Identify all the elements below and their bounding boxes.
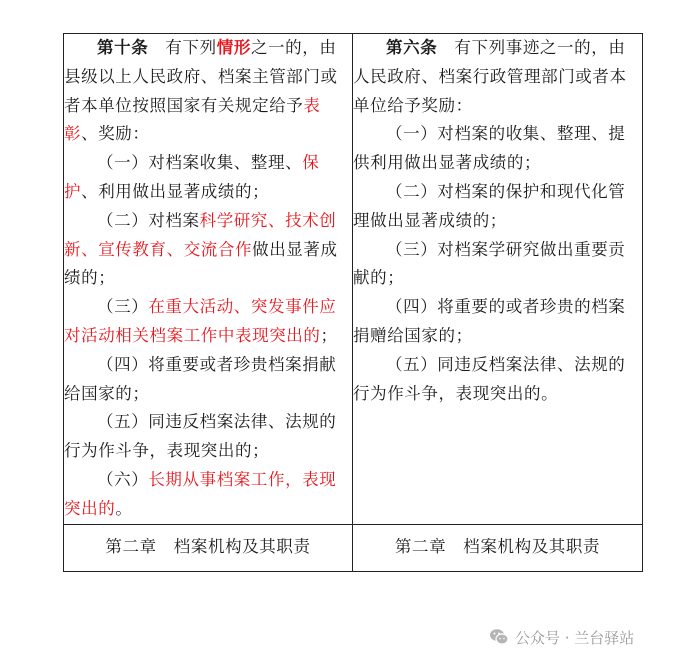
left-item-6 xyxy=(64,466,352,524)
right-item-2: （二）对档案的保护和现代化管理做出显著成绩的； xyxy=(353,181,626,230)
left-item-5: （五）同违反档案法律、法规的行为作斗争，表现突出的； xyxy=(64,412,337,461)
left-intro-text: 有下列 xyxy=(165,38,217,57)
left-item-6-highlight: 长期从事档案工作，表现突出的 xyxy=(64,469,337,518)
watermark-text: 公众号 · 兰台驿站 xyxy=(515,628,635,647)
watermark xyxy=(489,625,634,649)
left-item-6-text-2: 。 xyxy=(115,498,133,518)
right-item-1: （一）对档案的收集、整理、提供利用做出显著成绩的； xyxy=(353,124,626,173)
right-item-5: （五）同违反档案法律、法规的行为作斗争，表现突出的。 xyxy=(353,354,626,403)
left-item-4: （四）将重要或者珍贵档案捐献给国家的； xyxy=(64,354,337,403)
left-item-2-text: （二）对档案 xyxy=(97,210,200,230)
right-intro-text: 有下列事迹之一的，由人民政府、档案行政管理部门或者本单位给予奖励： xyxy=(353,38,627,115)
right-intro xyxy=(353,34,642,120)
left-item-1-highlight: 保护 xyxy=(64,153,320,201)
chapter-row xyxy=(64,524,643,571)
left-item-6-text: （六） xyxy=(97,469,149,489)
left-item-1 xyxy=(64,149,352,207)
left-intro-text-3: 、奖励： xyxy=(81,124,150,144)
left-chapter-heading: 第二章 档案机构及其职责 xyxy=(64,524,353,571)
right-article-head: 第六条 xyxy=(386,38,438,57)
article-row xyxy=(64,34,643,525)
left-intro-highlight: 情形 xyxy=(216,38,251,57)
right-chapter-heading: 第二章 档案机构及其职责 xyxy=(353,524,643,571)
left-item-3-highlight: 在重大活动、突发事件应对活动相关档案工作中表现突出的 xyxy=(64,297,337,345)
left-item-2-highlight: 科学研究、技术创新、宣传教育、交流合作 xyxy=(64,210,337,259)
left-item-3-text-2: ； xyxy=(320,325,338,345)
right-item-4: （四）将重要的或者珍贵的档案捐赠给国家的； xyxy=(353,297,626,345)
right-item-3: （三）对档案学研究做出重要贡献的； xyxy=(353,239,626,288)
left-item-2-text-2: 做出显著成绩的； xyxy=(64,239,338,288)
left-item-1-text-2: 、利用做出显著成绩的； xyxy=(81,181,270,201)
left-intro-text-2: 之一的，由县级以上人民政府、档案主管部门或者本单位按照国家有关规定给予 xyxy=(64,38,338,115)
left-article-head: 第十条 xyxy=(97,38,149,57)
new-law-cell xyxy=(64,34,353,525)
left-item-3 xyxy=(64,293,352,351)
comparison-table xyxy=(63,33,643,572)
old-law-cell xyxy=(353,34,643,525)
left-item-1-text: （一）对档案收集、整理、 xyxy=(97,153,303,173)
left-intro xyxy=(64,34,352,149)
left-item-2 xyxy=(64,207,352,293)
left-item-3-text: （三） xyxy=(97,297,149,317)
left-intro-highlight-2: 表彰 xyxy=(64,95,321,144)
wechat-icon xyxy=(489,628,509,646)
